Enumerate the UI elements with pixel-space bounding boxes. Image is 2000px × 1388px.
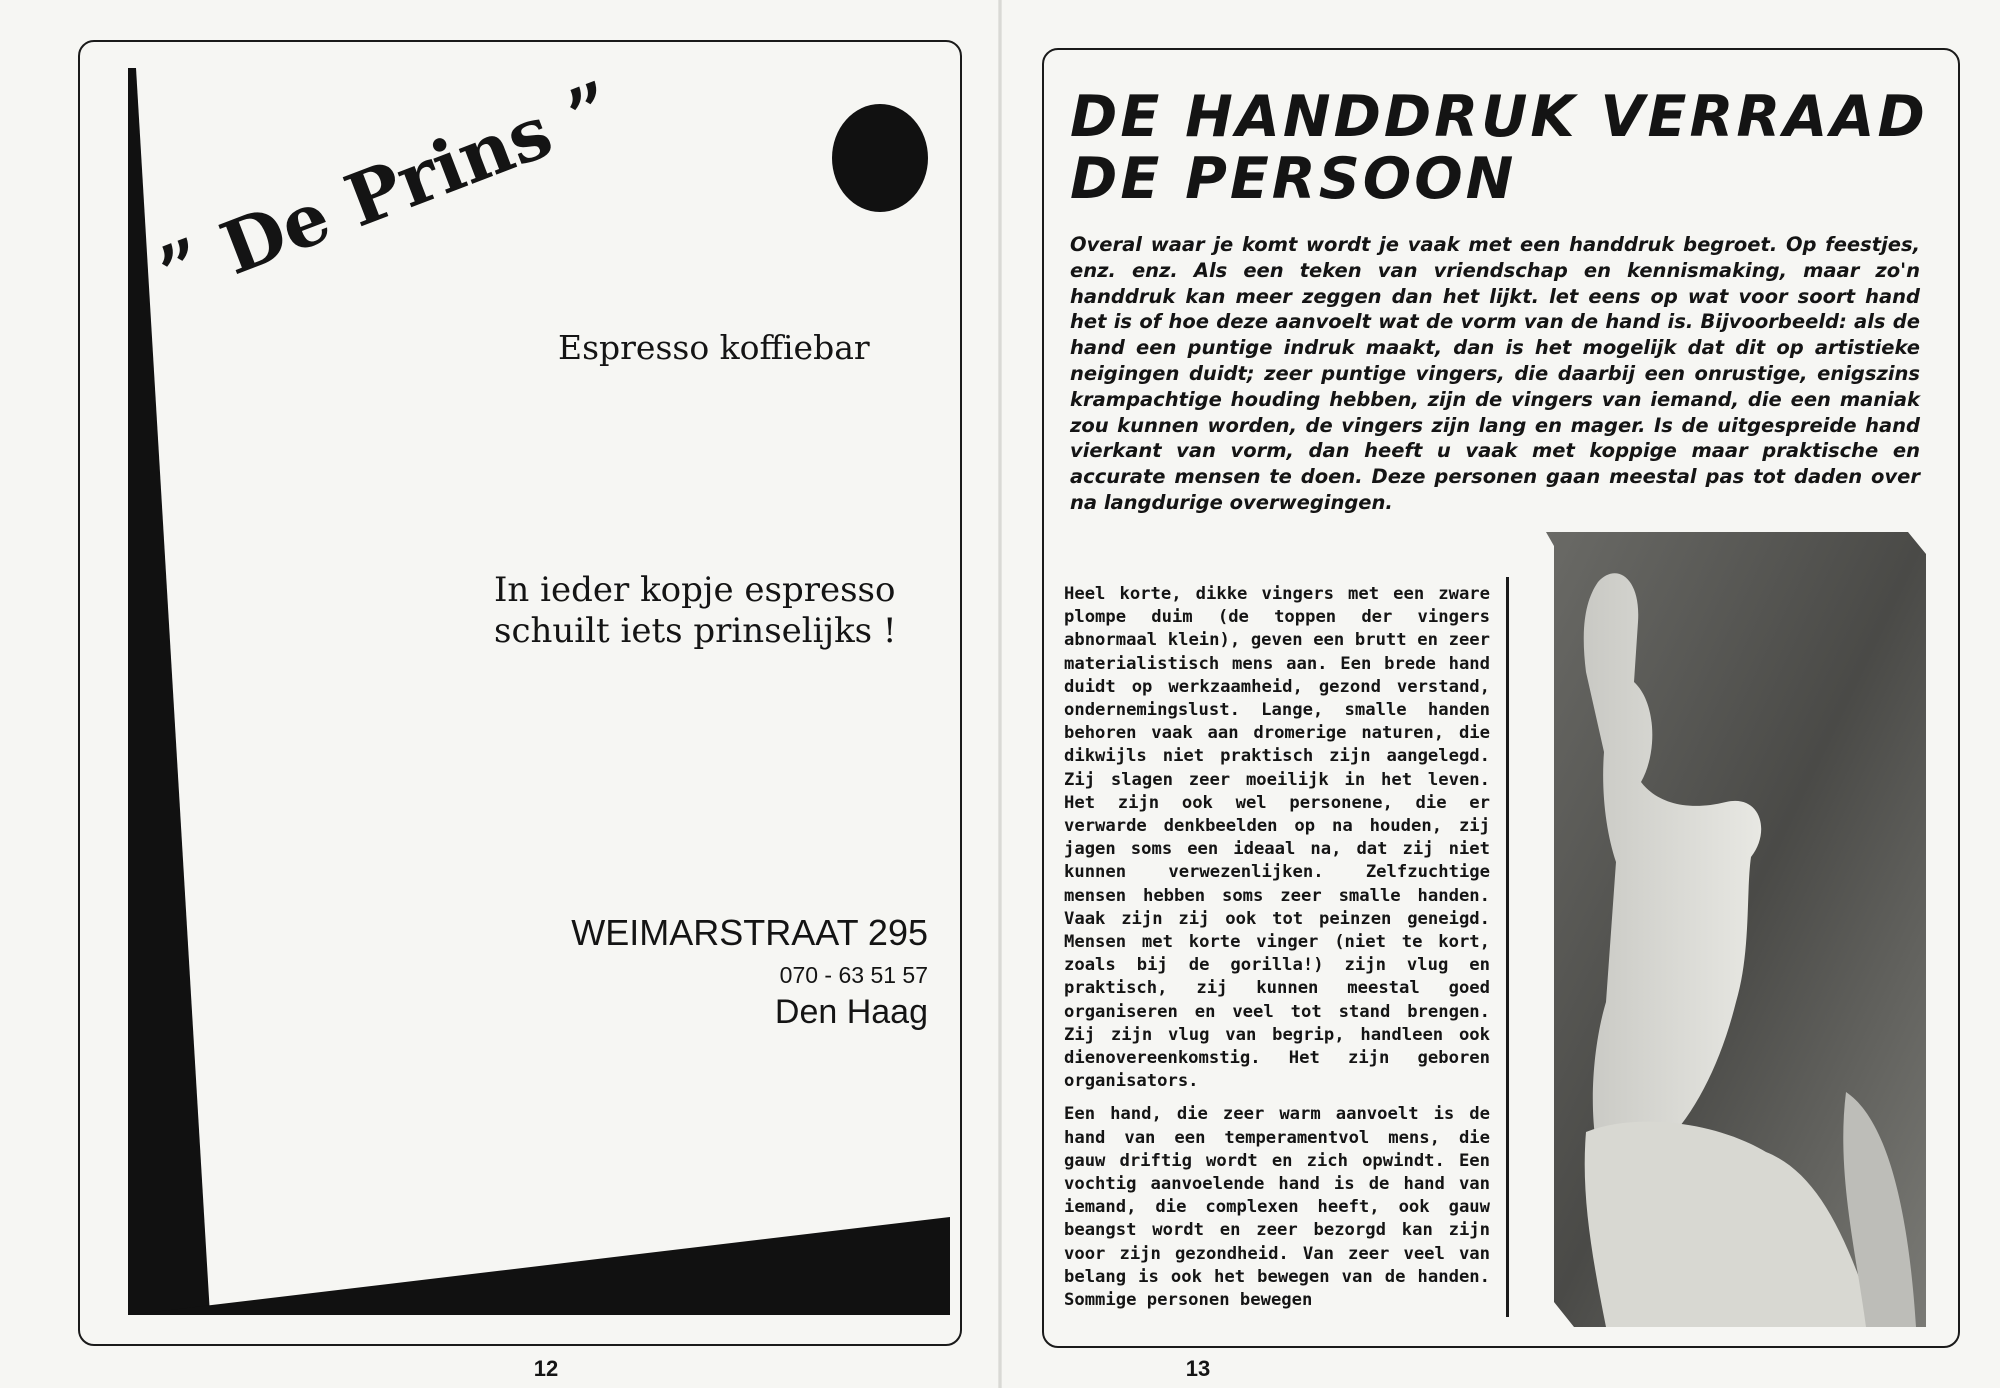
right-page xyxy=(1000,0,2000,1388)
ad-phone: 070 - 63 51 57 xyxy=(779,962,928,988)
article-intro: Overal waar je komt wordt je vaak met een handdruk begroet. Op feestjes, enz. enz. Als een teken van vriendschap en kennismaking, maar zo'n handdruk kan meer zeggen dan het lijkt. let eens op wat voor soort hand het is of hoe deze aanvoelt wat de vorm van de hand is. Bijvoorbeeld: als de hand een puntige indruk maakt, dan is het mogelijk dat dit op artistieke neigingen duidt; zeer puntige vingers, die daarbij een onrustige, enigszins krampachtige houding hebben, zijn de vingers van iemand, die een maniak zou kunnen worden, de vingers zijn lang en mager. Is de uitgespreide hand vierkant van vorm, dan heeft u vaak met koppige maar praktische en accurate mensen te doen. Deze personen gaan meestal pas tot daden over na langdurige overwegingen. xyxy=(1070,233,1920,514)
slogan-line-1: In ieder kopje espresso xyxy=(494,570,896,610)
black-dot xyxy=(832,104,928,212)
article-title xyxy=(1070,86,1928,210)
page-number-right: 13 xyxy=(1185,1356,1211,1381)
article-title-line-2: DE PERSOON xyxy=(1070,146,1517,212)
ad-tagline: Espresso koffiebar xyxy=(558,328,870,367)
ad-city: Den Haag xyxy=(774,993,928,1031)
ad-street-address: WEIMARSTRAAT 295 xyxy=(571,912,928,953)
body-paragraph: Heel korte, dikke vingers met een zware plompe duim (de toppen der vingers abnormaal klein), geven een brutt en zeer materialistisch mens aan. Een brede hand duidt op werkzaamheid, gezond verstand, ondernemingslust. Lange, smalle handen behoren vaak aan dromerige naturen, die dikwijls niet praktisch zijn aangelegd. Zij slagen zeer moeilijk in het leven. Het zijn ook wel personene, die er verwarde denkbeelden op na houden, zij jagen soms een ideaal na, dat zij niet kunnen verwezenlijken. Zelfzuchtige mensen hebben soms zeer smalle handen. Vaak zijn zij ook tot peinzen geneigd. Mensen met korte vinger (niet te kort, zoals bij de gorilla!) zijn vlug en praktisch, zij kunnen meestal goed organiseren en veel tot stand brengen. Zij zijn vlug van begrip, handleen ook dienovereenkomstig. Het zijn geboren organisators. xyxy=(1064,584,1490,1092)
hand-photo xyxy=(1546,532,1926,1327)
slogan-line-2: schuilt iets prinselijks ! xyxy=(494,611,897,651)
page-number-left: 12 xyxy=(533,1356,559,1381)
article-body-column xyxy=(1064,583,1490,1322)
column-rule xyxy=(1506,577,1509,1317)
horizontal-wedge xyxy=(128,1217,950,1315)
body-paragraph: Een hand, die zeer warm aanvoelt is de hand van een temperamentvol mens, die gauw driftig wordt en zich opwindt. Een vochtig aanvoelende hand is de hand van iemand, die complexen heeft, ook gauw beangst wordt en zeer bezorgd kan zijn voor zijn gezondheid. Van zeer veel van belang is ook het bewegen van de handen. Sommige personen bewegen xyxy=(1064,1104,1490,1311)
ad-title: ” De Prins ” xyxy=(147,64,625,316)
article-title-line-1: DE HANDDRUK VERRAAD xyxy=(1070,84,1928,150)
ad-slogan xyxy=(494,570,897,652)
